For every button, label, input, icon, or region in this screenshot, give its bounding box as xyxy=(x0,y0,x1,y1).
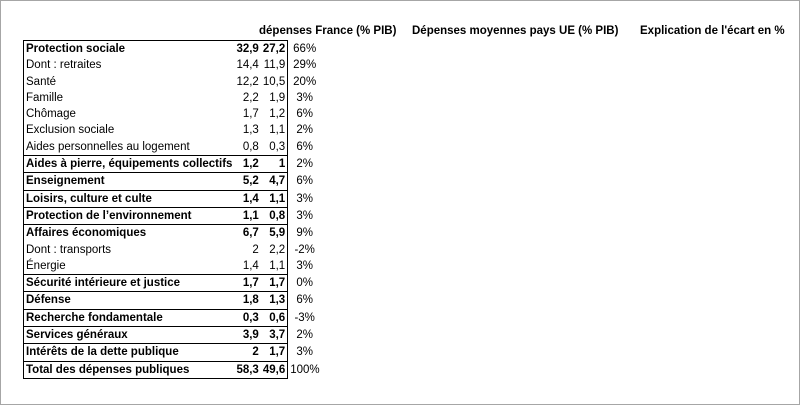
value-ecart: 6% xyxy=(296,141,313,154)
row-label: Loisirs, culture et culte xyxy=(24,190,235,207)
table-row xyxy=(24,258,350,275)
value-france: 0,3 xyxy=(234,309,260,326)
value-ecart: 2% xyxy=(296,158,313,171)
row-label: Dont : transports xyxy=(24,242,235,258)
row-label: Dont : retraites xyxy=(24,57,235,73)
value-ue: 4,7 xyxy=(261,173,288,190)
header-france: dépenses France (% PIB) xyxy=(259,25,397,37)
row-label: Total des dépenses publiques xyxy=(24,361,235,378)
value-ue: 1 xyxy=(261,156,288,173)
value-ecart: 3% xyxy=(296,209,313,222)
table-row xyxy=(24,41,350,58)
table-row xyxy=(24,309,350,326)
spending-table xyxy=(23,40,350,379)
value-ecart: 29% xyxy=(293,59,317,72)
spending-table-body xyxy=(24,41,350,379)
header-ue: Dépenses moyennes pays UE (% PIB) xyxy=(412,25,619,37)
row-label: Santé xyxy=(24,74,235,90)
value-ue: 3,7 xyxy=(261,327,288,344)
value-ue: 11,9 xyxy=(261,57,288,73)
value-france: 1,2 xyxy=(234,156,260,173)
table-row xyxy=(24,344,350,361)
value-france: 6,7 xyxy=(234,225,260,242)
value-ue: 1,1 xyxy=(261,122,288,138)
value-ue: 0,8 xyxy=(261,207,288,224)
value-ecart: 3% xyxy=(296,91,313,104)
row-label: Sécurité intérieure et justice xyxy=(24,275,235,292)
value-france: 2 xyxy=(234,344,260,361)
value-ue: 1,1 xyxy=(261,258,288,275)
value-france: 14,4 xyxy=(236,59,259,72)
value-france: 2 xyxy=(252,243,259,256)
value-ue: 27,2 xyxy=(261,41,288,58)
row-label: Recherche fondamentale xyxy=(24,309,235,326)
value-ecart: -3% xyxy=(294,311,315,324)
table-row xyxy=(24,156,350,173)
value-ecart: 6% xyxy=(296,175,313,188)
value-ecart: 9% xyxy=(296,227,313,240)
value-france: 1,7 xyxy=(234,275,260,292)
value-ue: 1,7 xyxy=(261,344,288,361)
value-ue: 1,1 xyxy=(261,190,288,207)
value-ue: 5,9 xyxy=(261,225,288,242)
row-label: Protection de l’environnement xyxy=(24,207,235,224)
value-france: 1,8 xyxy=(234,292,260,309)
value-france: 3,9 xyxy=(234,327,260,344)
value-ue: 1,7 xyxy=(261,275,288,292)
value-ecart: 100% xyxy=(290,363,320,376)
row-label: Défense xyxy=(24,292,235,309)
table-row xyxy=(24,90,350,106)
table-row xyxy=(24,225,350,242)
value-ecart: 6% xyxy=(296,294,313,307)
row-label: Services généraux xyxy=(24,327,235,344)
table-row xyxy=(24,242,350,258)
value-france: 5,2 xyxy=(234,173,260,190)
table-row xyxy=(24,106,350,122)
value-ecart: 20% xyxy=(293,75,317,88)
row-label: Intérêts de la dette publique xyxy=(24,344,235,361)
value-ecart: 2% xyxy=(296,329,313,342)
row-label: Famille xyxy=(24,90,235,106)
value-france: 32,9 xyxy=(234,41,260,58)
table-row xyxy=(24,327,350,344)
header-ecart: Explication de l'écart en % xyxy=(640,25,785,37)
value-ue: 1,3 xyxy=(261,292,288,309)
row-label: Enseignement xyxy=(24,173,235,190)
value-france: 58,3 xyxy=(234,361,260,378)
value-ecart: 3% xyxy=(296,192,313,205)
table-row xyxy=(24,361,350,378)
value-france: 1,7 xyxy=(242,108,259,121)
row-label: Protection sociale xyxy=(24,41,235,58)
value-ecart: 6% xyxy=(296,108,313,121)
table-row xyxy=(24,275,350,292)
value-france: 1,4 xyxy=(234,190,260,207)
value-ecart: 66% xyxy=(293,42,317,55)
table-row xyxy=(24,74,350,90)
row-label: Aides personnelles au logement xyxy=(24,139,235,156)
value-france: 1,1 xyxy=(234,207,260,224)
table-row xyxy=(24,190,350,207)
row-label: Aides à pierre, équipements collectifs xyxy=(24,156,235,173)
value-ecart: -2% xyxy=(294,243,315,256)
value-france: 0,8 xyxy=(234,139,260,156)
row-label: Chômage xyxy=(24,106,235,122)
value-ue: 2,2 xyxy=(261,242,288,258)
table-row xyxy=(24,292,350,309)
row-label: Énergie xyxy=(24,258,235,275)
value-ue: 1,9 xyxy=(261,90,288,106)
value-ue: 10,5 xyxy=(261,74,288,90)
value-france: 1,4 xyxy=(234,258,260,275)
value-ue: 1,2 xyxy=(261,106,288,122)
value-france: 1,3 xyxy=(242,124,259,137)
table-row xyxy=(24,173,350,190)
value-ue: 0,6 xyxy=(261,309,288,326)
table-row xyxy=(24,139,350,156)
table-row xyxy=(24,207,350,224)
row-label: Exclusion sociale xyxy=(24,122,235,138)
value-ecart: 3% xyxy=(296,260,313,273)
value-ecart: 3% xyxy=(296,346,313,359)
value-ue: 0,3 xyxy=(261,139,288,156)
table-row xyxy=(24,122,350,138)
value-france: 2,2 xyxy=(242,91,259,104)
table-row xyxy=(24,57,350,73)
value-france: 12,2 xyxy=(236,75,259,88)
value-ecart: 0% xyxy=(296,277,313,290)
value-ue: 49,6 xyxy=(261,361,288,378)
value-ecart: 2% xyxy=(296,124,313,137)
row-label: Affaires économiques xyxy=(24,225,235,242)
